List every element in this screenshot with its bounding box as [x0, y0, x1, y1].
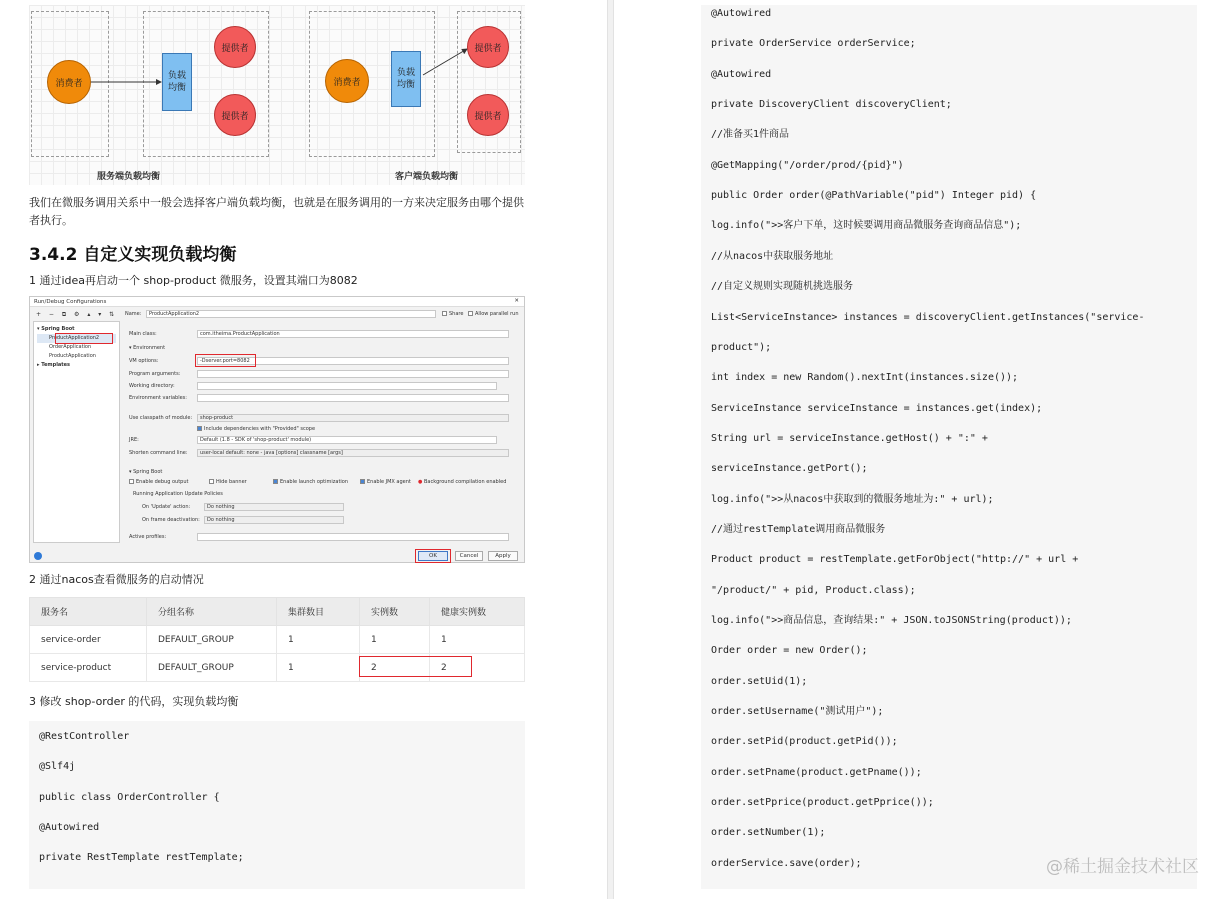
- code-line: String url = serviceInstance.getHost() + ":" +: [711, 432, 988, 444]
- code-line: order.setPname(product.getPname());: [711, 766, 922, 778]
- step-text: 1 通过idea再启动一个 shop-product 微服务，设置其端口为8082: [29, 274, 358, 287]
- provider-node: 提供者: [214, 26, 256, 68]
- name-label: Name:: [125, 311, 142, 317]
- table-cell: 2: [430, 654, 525, 682]
- highlight-box: [195, 354, 256, 367]
- table-cell: 1: [277, 626, 360, 654]
- code-line: log.info(">>客户下单，这时候要调用商品微服务查询商品信息");: [711, 220, 1022, 232]
- column-header: 服务名: [30, 598, 147, 626]
- classpath-select[interactable]: shop-product: [197, 414, 509, 422]
- provider-node: 提供者: [467, 94, 509, 136]
- on-frame-label: On frame deactivation:: [142, 517, 200, 523]
- section-heading: 3.4.2 自定义实现负载均衡: [29, 245, 237, 265]
- table-header-row: [30, 598, 525, 626]
- environment-section: ▾ Environment: [129, 345, 166, 351]
- table-cell: 1: [360, 626, 430, 654]
- code-line: "/product/" + pid, Product.class);: [711, 584, 916, 596]
- provider-node: 提供者: [214, 94, 256, 136]
- load-balancing-diagram: [29, 5, 525, 185]
- load-balancer-node: 负载 均衡: [162, 53, 192, 111]
- consumer-node: 消费者: [325, 59, 369, 103]
- config-tree: [33, 321, 120, 543]
- code-block: [701, 5, 1197, 889]
- load-balancer-node: 负载 均衡: [391, 51, 421, 107]
- code-line: @Autowired: [39, 822, 100, 833]
- classpath-label: Use classpath of module:: [129, 415, 193, 421]
- ok-button[interactable]: OK: [418, 551, 448, 561]
- code-line: order.setUid(1);: [711, 675, 808, 687]
- tree-item[interactable]: ▸ Templates: [37, 362, 71, 368]
- dialog-titlebar: Run/Debug Configurations ✕: [30, 297, 524, 307]
- jre-label: JRE:: [129, 437, 139, 443]
- code-line: @RestController: [39, 731, 130, 742]
- table-cell: service-product: [30, 654, 147, 682]
- share-checkbox[interactable]: Share: [442, 311, 463, 317]
- bg-compile-status: ● Background compilation enabled: [418, 479, 507, 485]
- working-dir-label: Working directory:: [129, 383, 175, 389]
- help-icon[interactable]: [34, 552, 42, 560]
- code-line: public Order order(@PathVariable("pid") Integer pid) {: [711, 190, 1037, 202]
- table-cell: DEFAULT_GROUP: [147, 654, 277, 682]
- left-page: [0, 0, 607, 899]
- env-vars-label: Environment variables:: [129, 395, 187, 401]
- column-header: 实例数: [360, 598, 430, 626]
- error-icon: ●: [418, 479, 423, 485]
- program-args-label: Program arguments:: [129, 371, 181, 377]
- shorten-label: Shorten command line:: [129, 450, 188, 456]
- column-header: 分组名称: [147, 598, 277, 626]
- cancel-button[interactable]: Cancel: [455, 551, 483, 561]
- caption-server-lb: 服务端负载均衡: [97, 172, 161, 182]
- table-cell: service-order: [30, 626, 147, 654]
- enable-launch-checkbox[interactable]: Enable launch optimization: [273, 477, 348, 487]
- page-divider: [607, 0, 614, 899]
- tree-item[interactable]: ▾ Spring Boot: [37, 326, 75, 332]
- code-line: serviceInstance.getPort();: [711, 463, 868, 475]
- code-line: ServiceInstance serviceInstance = instances.get(index);: [711, 402, 1043, 414]
- main-class-label: Main class:: [129, 331, 157, 337]
- code-line: Product product = restTemplate.getForObject("http://" + url +: [711, 554, 1079, 566]
- paragraph: 我们在微服务调用关系中一般会选择客户端负载均衡，也就是在服务调用的一方来决定服务由哪个提供者执行。: [29, 196, 524, 227]
- provider-node: 提供者: [467, 26, 509, 68]
- table-cell: 1: [277, 654, 360, 682]
- apply-button[interactable]: Apply: [488, 551, 518, 561]
- code-line: private DiscoveryClient discoveryClient;: [711, 99, 952, 111]
- highlight-box: [359, 656, 472, 677]
- hide-banner-checkbox[interactable]: Hide banner: [209, 477, 247, 487]
- highlight-box: [55, 333, 113, 344]
- code-block: [29, 721, 525, 889]
- vm-options-field[interactable]: -Dserver.port=8082: [197, 357, 509, 365]
- step-text: 3 修改 shop-order 的代码，实现负载均衡: [29, 695, 239, 708]
- tree-item[interactable]: OrderApplication: [49, 344, 92, 350]
- table-cell: 1: [430, 626, 525, 654]
- active-profiles-label: Active profiles:: [129, 534, 167, 540]
- on-frame-select[interactable]: Do nothing: [204, 516, 344, 524]
- allow-parallel-checkbox[interactable]: Allow parallel run: [468, 311, 519, 317]
- code-line: public class OrderController {: [39, 792, 220, 803]
- code-line: //自定义规则实现随机挑选服务: [711, 281, 854, 293]
- code-line: //准备买1件商品: [711, 129, 790, 141]
- enable-jmx-checkbox[interactable]: Enable JMX agent: [360, 477, 411, 487]
- code-line: @Autowired: [711, 68, 772, 80]
- shorten-select[interactable]: user-local default: none - java [options] classname [args]: [197, 449, 509, 457]
- code-line: private OrderService orderService;: [711, 38, 916, 50]
- code-line: order.setUsername("测试用户");: [711, 706, 884, 718]
- name-field[interactable]: ProductApplication2: [146, 310, 436, 318]
- code-line: product");: [711, 341, 772, 353]
- code-line: //从nacos中获取服务地址: [711, 250, 834, 262]
- code-line: //通过restTemplate调用商品微服务: [711, 523, 886, 535]
- toolbar-icons[interactable]: + − ⧉ ⚙ ▴ ▾ ⇅: [36, 311, 118, 318]
- code-line: @GetMapping("/order/prod/{pid}"): [711, 159, 904, 171]
- code-line: orderService.save(order);: [711, 857, 862, 869]
- vm-options-label: VM options:: [129, 358, 159, 364]
- table-row: [30, 626, 525, 654]
- spring-boot-section: ▾ Spring Boot: [129, 469, 163, 475]
- table-cell: 2: [360, 654, 430, 682]
- program-args-field[interactable]: [197, 370, 509, 378]
- code-line: order.setPid(product.getPid());: [711, 736, 898, 748]
- run-debug-dialog: [29, 296, 525, 563]
- env-vars-field[interactable]: [197, 394, 509, 402]
- code-line: log.info(">>商品信息，查询结果:" + JSON.toJSONString(product));: [711, 615, 1072, 626]
- on-update-select[interactable]: Do nothing: [204, 503, 344, 511]
- tree-item[interactable]: ProductApplication: [49, 353, 96, 359]
- code-line: Order order = new Order();: [711, 645, 868, 657]
- step-text: 2 通过nacos查看微服务的启动情况: [29, 573, 204, 586]
- jre-select[interactable]: Default (1.8 - SDK of 'shop-product' module): [197, 436, 497, 444]
- column-header: 健康实例数: [430, 598, 525, 626]
- main-class-field[interactable]: com.itheima.ProductApplication: [197, 330, 509, 338]
- consumer-node: 消费者: [47, 60, 91, 104]
- caption-client-lb: 客户端负载均衡: [395, 172, 459, 182]
- tree-item-selected[interactable]: ProductApplication2: [37, 334, 116, 343]
- code-line: private RestTemplate restTemplate;: [39, 852, 244, 863]
- column-header: 集群数目: [277, 598, 360, 626]
- right-page: [614, 0, 1223, 899]
- code-line: @Autowired: [711, 8, 772, 19]
- diagram-arrows: [29, 5, 525, 185]
- active-profiles-field[interactable]: [197, 533, 509, 541]
- code-line: order.setPprice(product.getPprice());: [711, 797, 934, 809]
- working-dir-field[interactable]: [197, 382, 497, 390]
- code-line: int index = new Random().nextInt(instances.size());: [711, 372, 1019, 384]
- enable-debug-checkbox[interactable]: Enable debug output: [129, 477, 188, 487]
- code-line: @Slf4j: [39, 761, 76, 772]
- highlight-box: [415, 549, 451, 563]
- include-deps-checkbox[interactable]: Include dependencies with "Provided" scope: [197, 424, 315, 434]
- code-line: log.info(">>从nacos中获取到的微服务地址为:" + url);: [711, 493, 994, 505]
- code-line: order.setNumber(1);: [711, 827, 826, 839]
- on-update-label: On 'Update' action:: [142, 504, 191, 510]
- watermark: @稀土掘金技术社区: [1046, 857, 1199, 877]
- code-line: List<ServiceInstance> instances = discoveryClient.getInstances("service-: [711, 311, 1145, 323]
- table-cell: DEFAULT_GROUP: [147, 626, 277, 654]
- policies-label: Running Application Update Policies: [133, 491, 223, 497]
- close-icon[interactable]: ✕: [514, 298, 519, 304]
